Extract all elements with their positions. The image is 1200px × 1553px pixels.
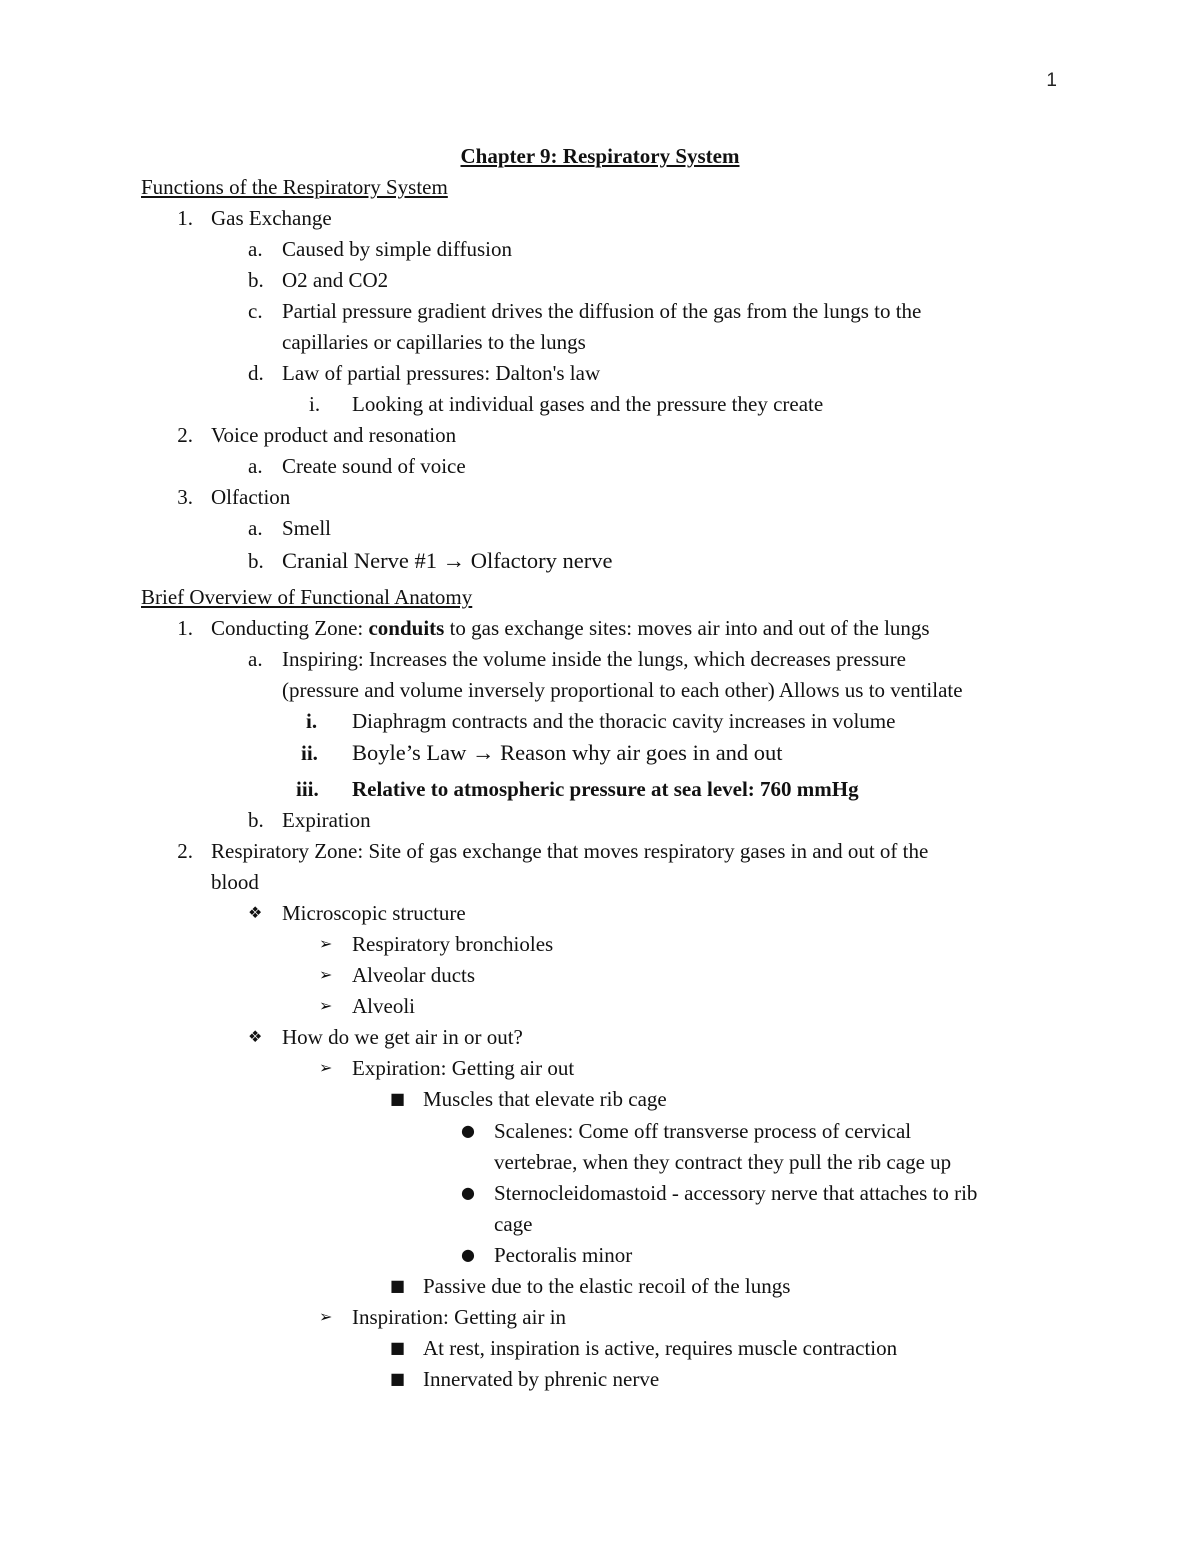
circle-bullet-icon: ● xyxy=(461,1245,475,1264)
list-item: Looking at individual gases and the pressure they create xyxy=(352,392,824,416)
list-marker: a. xyxy=(248,647,263,671)
list-item: Caused by simple diffusion xyxy=(282,237,513,261)
section-heading-anatomy: Brief Overview of Functional Anatomy xyxy=(141,585,473,609)
list-item-line2: blood xyxy=(211,870,259,894)
arrow-bullet-icon: ➢ xyxy=(319,934,333,953)
list-item-line2: vertebrae, when they contract they pull the rib cage up xyxy=(494,1150,952,1174)
list-item-line1: Sternocleidomastoid - accessory nerve that attaches to rib xyxy=(494,1181,978,1205)
list-marker: 3. xyxy=(177,485,193,509)
list-marker: i. xyxy=(306,709,318,733)
list-marker: 1. xyxy=(177,616,193,640)
list-marker: 1. xyxy=(177,206,193,230)
list-marker: a. xyxy=(248,454,263,478)
list-item-voice: Voice product and resonation xyxy=(211,423,457,447)
list-item: Expiration xyxy=(282,808,371,832)
diamond-bullet-icon: ❖ xyxy=(248,1027,263,1046)
list-item: Alveolar ducts xyxy=(352,963,476,987)
circle-bullet-icon: ● xyxy=(461,1121,475,1140)
list-marker: b. xyxy=(248,808,264,832)
list-item-line1: Inspiring: Increases the volume inside the lungs, which decreases pressure xyxy=(282,647,906,671)
square-bullet-icon: ■ xyxy=(390,1369,406,1388)
list-item-line1: Partial pressure gradient drives the diffusion of the gas from the lungs to the xyxy=(282,299,922,323)
list-item-line2: (pressure and volume inversely proportional to each other) Allows us to ventilate xyxy=(282,678,963,702)
list-marker: a. xyxy=(248,516,263,540)
list-item-line2: capillaries or capillaries to the lungs xyxy=(282,330,586,354)
list-item: Muscles that elevate rib cage xyxy=(423,1087,667,1111)
list-marker: b. xyxy=(248,549,264,573)
list-item-respiratory-zone: Respiratory Zone: Site of gas exchange that moves respiratory gases in and out of the xyxy=(211,839,929,863)
list-item: Innervated by phrenic nerve xyxy=(423,1367,660,1391)
list-item-conducting-zone xyxy=(211,614,930,642)
list-item: Inspiration: Getting air in xyxy=(352,1305,567,1329)
square-bullet-icon: ■ xyxy=(390,1338,406,1357)
list-item: Expiration: Getting air out xyxy=(352,1056,575,1080)
list-item: At rest, inspiration is active, requires muscle contraction xyxy=(423,1336,898,1360)
list-item-gas-exchange: Gas Exchange xyxy=(211,206,332,230)
list-marker: c. xyxy=(248,299,263,323)
list-marker: d. xyxy=(248,361,264,385)
list-marker: b. xyxy=(248,268,264,292)
list-marker: 2. xyxy=(177,839,193,863)
list-item-olfaction: Olfaction xyxy=(211,485,291,509)
square-bullet-icon: ■ xyxy=(390,1276,406,1295)
text-segment: Conducting Zone: xyxy=(211,616,369,640)
square-bullet-icon: ■ xyxy=(390,1089,406,1108)
list-item: Create sound of voice xyxy=(282,454,466,478)
arrow-bullet-icon: ➢ xyxy=(319,1058,333,1077)
list-item: Relative to atmospheric pressure at sea level: 760 mmHg xyxy=(352,777,859,801)
list-item: Microscopic structure xyxy=(282,901,466,925)
arrow-bullet-icon: ➢ xyxy=(319,996,333,1015)
list-item-line1: Scalenes: Come off transverse process of cervical xyxy=(494,1119,912,1143)
list-item: Cranial Nerve #1 → Olfactory nerve xyxy=(282,548,613,573)
arrow-bullet-icon: ➢ xyxy=(319,965,333,984)
list-marker: ii. xyxy=(301,741,318,765)
circle-bullet-icon: ● xyxy=(461,1183,475,1202)
section-heading-functions: Functions of the Respiratory System xyxy=(141,175,448,199)
diamond-bullet-icon: ❖ xyxy=(248,903,263,922)
list-item: Respiratory bronchioles xyxy=(352,932,554,956)
list-item: Boyle’s Law → Reason why air goes in and out xyxy=(352,740,783,765)
text-segment: to gas exchange sites: moves air into and out of the lungs xyxy=(444,616,930,640)
list-marker: a. xyxy=(248,237,263,261)
page-number: 1 xyxy=(1046,70,1057,91)
list-marker: 2. xyxy=(177,423,193,447)
arrow-bullet-icon: ➢ xyxy=(319,1307,333,1326)
page-title: Chapter 9: Respiratory System xyxy=(460,144,740,168)
list-item: How do we get air in or out? xyxy=(282,1025,523,1049)
list-item: Smell xyxy=(282,516,332,540)
list-item: Passive due to the elastic recoil of the lungs xyxy=(423,1274,791,1298)
list-item: O2 and CO2 xyxy=(282,268,389,292)
list-item: Pectoralis minor xyxy=(494,1243,633,1267)
list-marker: i. xyxy=(309,392,321,416)
list-item: Diaphragm contracts and the thoracic cavity increases in volume xyxy=(352,709,896,733)
bold-term: conduits xyxy=(368,616,445,640)
list-marker: iii. xyxy=(296,777,319,801)
list-item: Alveoli xyxy=(352,994,415,1018)
list-item: Law of partial pressures: Dalton's law xyxy=(282,361,601,385)
list-item-line2: cage xyxy=(494,1212,533,1236)
